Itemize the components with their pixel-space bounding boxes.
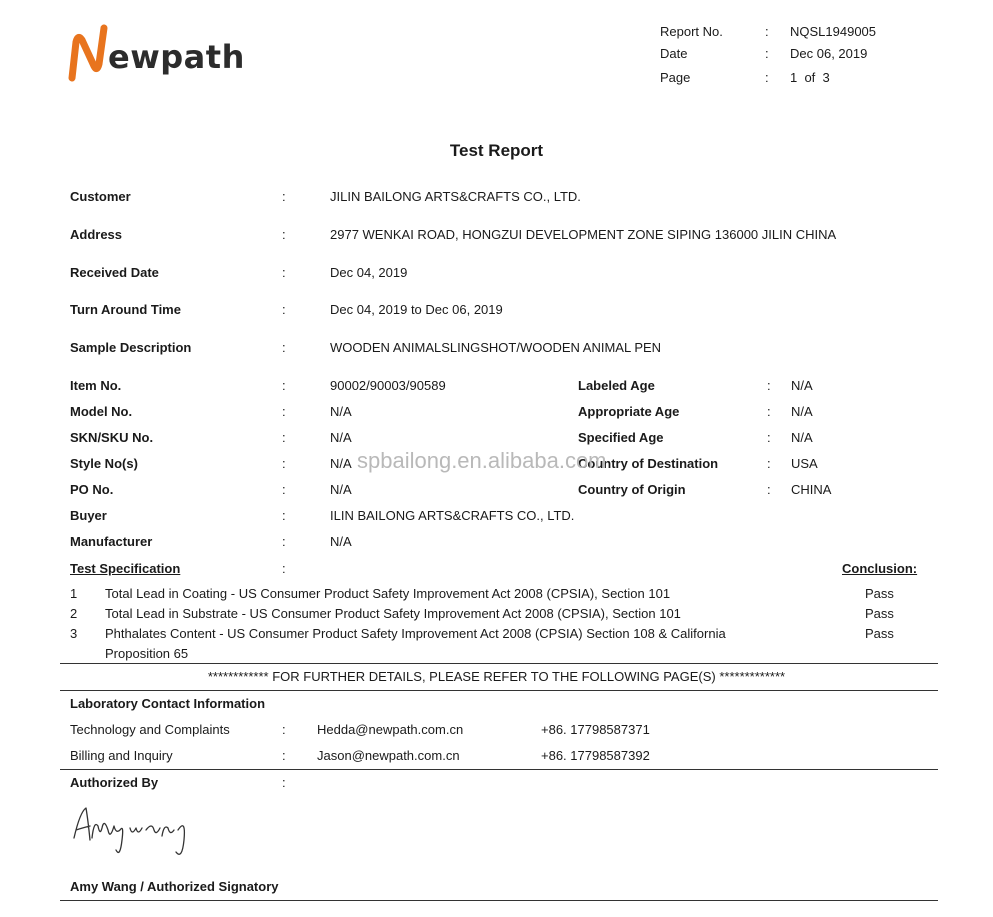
colon: : (767, 430, 771, 445)
colon: : (282, 534, 286, 549)
report-no-value: NQSL1949005 (790, 24, 877, 39)
colon: : (282, 404, 286, 419)
colon: : (767, 456, 771, 471)
colon: : (282, 340, 286, 355)
contact-phone: +86. 17798587392 (541, 748, 650, 763)
spec-item-result: Pass (865, 586, 894, 601)
contact-email: Hedda@newpath.com.cn (317, 722, 464, 737)
received-date-label: Received Date (70, 265, 159, 280)
address-value: 2977 WENKAI ROAD, HONGZUI DEVELOPMENT ZONE SIPING 136000 JILIN CHINA (330, 227, 837, 242)
address-label: Address (70, 227, 123, 242)
colon: : (765, 70, 769, 85)
po-no-value: N/A (330, 482, 352, 497)
newpath-logo (66, 20, 245, 90)
spec-item-text: Total Lead in Coating - US Consumer Product Safety Improvement Act 2008 (CPSIA), Section 101 (105, 586, 671, 601)
spec-item-number: 1 (70, 586, 78, 601)
appropriate-age-label: Appropriate Age (578, 404, 680, 419)
buyer-value: ILIN BAILONG ARTS&CRAFTS CO., LTD. (330, 508, 575, 523)
colon: : (282, 265, 286, 280)
colon: : (767, 482, 771, 497)
spec-item-number: 2 (70, 606, 78, 621)
colon: : (282, 482, 286, 497)
date-value: Dec 06, 2019 (790, 46, 868, 61)
customer-label: Customer (70, 189, 131, 204)
received-date-value: Dec 04, 2019 (330, 265, 408, 280)
skn-sku-value: N/A (330, 430, 352, 445)
lab-contact-heading: Laboratory Contact Information (70, 696, 266, 711)
divider (60, 663, 938, 664)
manufacturer-value: N/A (330, 534, 352, 549)
contact-email: Jason@newpath.com.cn (317, 748, 460, 763)
buyer-label: Buyer (70, 508, 107, 523)
colon: : (767, 404, 771, 419)
page-title: Test Report (449, 141, 544, 160)
sample-description-value: WOODEN ANIMALSLINGSHOT/WOODEN ANIMAL PEN (330, 340, 662, 355)
po-no-label: PO No. (70, 482, 114, 497)
style-no-value: N/A (330, 456, 352, 471)
divider (60, 769, 938, 770)
country-destination-value: USA (791, 456, 818, 471)
authorized-by-label: Authorized By (70, 775, 159, 790)
divider (60, 690, 938, 691)
appropriate-age-value: N/A (791, 404, 813, 419)
colon: : (282, 456, 286, 471)
colon: : (282, 722, 286, 737)
colon: : (282, 378, 286, 393)
colon: : (765, 24, 769, 39)
colon: : (282, 430, 286, 445)
skn-sku-label: SKN/SKU No. (70, 430, 154, 445)
spec-item-number: 3 (70, 626, 78, 641)
colon: : (282, 561, 286, 576)
specified-age-value: N/A (791, 430, 813, 445)
watermark: spbailong.en.alibaba.com (357, 448, 607, 473)
colon: : (282, 748, 286, 763)
colon: : (765, 46, 769, 61)
colon: : (767, 378, 771, 393)
divider (60, 900, 938, 901)
spec-item-result: Pass (865, 626, 894, 641)
item-no-value: 90002/90003/90589 (330, 378, 446, 393)
manufacturer-label: Manufacturer (70, 534, 153, 549)
report-no-label: Report No. (660, 24, 723, 39)
logo-text: ewpath (108, 38, 245, 76)
model-no-label: Model No. (70, 404, 133, 419)
sample-description-label: Sample Description (70, 340, 192, 355)
labeled-age-value: N/A (791, 378, 813, 393)
spec-item-text: Phthalates Content - US Consumer Product Safety Improvement Act 2008 (CPSIA) Section 108 & California (105, 626, 726, 641)
country-destination-label: Country of Destination (578, 456, 719, 471)
specified-age-label: Specified Age (578, 430, 664, 445)
spec-item-text: Total Lead in Substrate - US Consumer Product Safety Improvement Act 2008 (CPSIA), Section 101 (105, 606, 681, 621)
spec-item-result: Pass (865, 606, 894, 621)
handwritten-signature (68, 800, 198, 866)
model-no-value: N/A (330, 404, 352, 419)
turnaround-value: Dec 04, 2019 to Dec 06, 2019 (330, 302, 503, 317)
customer-value: JILIN BAILONG ARTS&CRAFTS CO., LTD. (330, 189, 581, 204)
colon: : (282, 227, 286, 242)
contact-label: Technology and Complaints (70, 722, 230, 737)
colon: : (282, 189, 286, 204)
authorized-signatory: Amy Wang / Authorized Signatory (70, 879, 279, 894)
country-origin-value: CHINA (791, 482, 832, 497)
page-value: 1 of 3 (790, 70, 830, 85)
date-label: Date (660, 46, 688, 61)
country-origin-label: Country of Origin (578, 482, 686, 497)
turnaround-label: Turn Around Time (70, 302, 181, 317)
test-specification-label: Test Specification (70, 561, 181, 576)
colon: : (282, 302, 286, 317)
page-label: Page (660, 70, 691, 85)
contact-phone: +86. 17798587371 (541, 722, 650, 737)
colon: : (282, 775, 286, 790)
style-no-label: Style No(s) (70, 456, 138, 471)
item-no-label: Item No. (70, 378, 122, 393)
contact-label: Billing and Inquiry (70, 748, 173, 763)
spec-item-text-continued: Proposition 65 (105, 646, 189, 661)
further-details-notice: ************ FOR FURTHER DETAILS, PLEASE REFER TO THE FOLLOWING PAGE(S) ************* (207, 669, 786, 684)
conclusion-label: Conclusion: (842, 561, 918, 576)
labeled-age-label: Labeled Age (578, 378, 655, 393)
colon: : (282, 508, 286, 523)
